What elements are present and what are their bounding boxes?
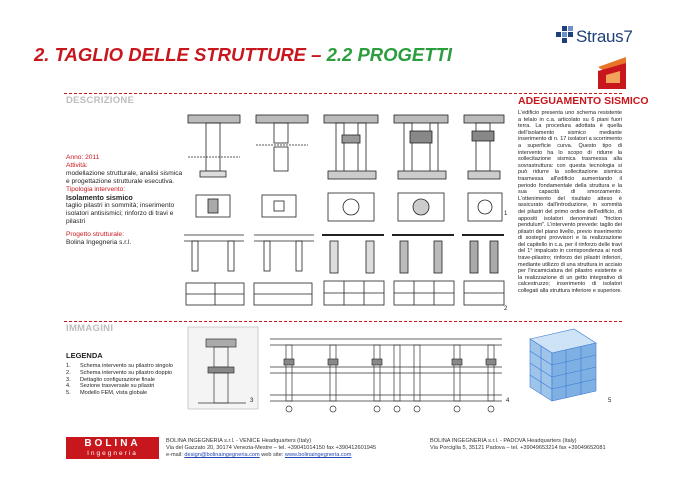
legend-item: 3. Dettaglio configurazione finale <box>66 376 155 383</box>
figure-number: 3 <box>250 398 254 404</box>
anno: Anno: 2011 <box>66 154 100 161</box>
top-divider <box>64 93 622 94</box>
brand-shape-icon <box>598 57 626 89</box>
email-link[interactable]: design@bolinaingegneria.com <box>184 452 260 459</box>
figure-5-fem-model <box>530 329 596 401</box>
bolina-logo-line1: BOLINA <box>84 438 141 449</box>
padova-street: Via Porciglia 5, 35121 Padova – tel. +39049653214 fax +39049652081 <box>430 445 606 452</box>
legend-item: 1. Schema intervento su pilastro singolo <box>66 363 173 369</box>
figure-number: 4 <box>506 398 510 404</box>
descrizione-label: DESCRIZIONE <box>66 95 135 106</box>
adeguamento-text: L'edificio presenta uno schema resistente a telaio in c.a. articolato su 6 piani fuori terra. La procedura adottata è quella dell'isolamento sismico mediante inserimento di n. 17 isolatori a scorrimento a superficie curva. Questo tipo di intervento ha lo scopo di ridurre la sollecitazione sismica trasmessa alla sovrastruttura: con questa tecnologia si può ridurre la sollecitazione sismica trasmessa all'edificio aumentando il periodo fondamentale della struttura e la sua capacità di smorzamento. L'ottenimento del risultato atteso è assicurato dall'introduzione, in sommità dei pilastri del primo ordine dell'edificio, di appositi isolatori denominati "friction pendulum". L'intervento prevede: taglio dei pilastri del piano livello, previo inserimento di sostegni provvisori e la realizzazione del capitello in c.a. per il rinforzo delle travi del 1° impalcato in corrispondenza ai nodi trave-pilastro; rinforzo dei pilastri inferiori, mediante utilizzo di una struttura in acciaio per l'incamiciatura del pilastro esistente e la realizzazione di un getto integrativo di calcestruzzo; inserimento di isolatori collegati alla struttura inferiore e superiore. <box>518 110 622 295</box>
adeguamento-title: ADEGUAMENTO SISMICO <box>518 95 649 107</box>
project-description <box>66 154 184 247</box>
tipologia-text: taglio pilastri in sommità; inserimento isolatori antisismici; rinforzo di travi e pilastri <box>66 202 175 225</box>
tipologia-title: Isolamento sismico <box>66 193 133 202</box>
bottom-figures <box>184 325 624 415</box>
attivita-text: modellazione strutturale, analisi sismica e progettazione strutturale esecutiva. <box>66 170 183 185</box>
drawing-row-3 <box>184 235 504 273</box>
title-subsection: 2.2 PROGETTI <box>326 44 453 65</box>
logo-text: Straus7 <box>576 27 633 46</box>
drawing-row-2 <box>196 193 502 221</box>
figure-number: 2 <box>504 306 508 310</box>
legend-item: 4. Sezione trasversale su pilastri <box>66 383 155 390</box>
immagini-label: IMMAGINI <box>66 323 114 334</box>
page-title <box>34 44 452 66</box>
legend-list <box>66 363 186 397</box>
figure-4-section <box>270 339 502 412</box>
progetto-text: Bolina Ingegneria s.r.l. <box>66 239 132 246</box>
bolina-logo-line2: Ingegneria <box>87 450 138 457</box>
attivita-label: Attività: <box>66 162 88 169</box>
legend-title: LEGENDA <box>66 351 103 360</box>
drawing-row-4 <box>186 281 504 305</box>
website-link[interactable]: www.bolinaingegneria.com <box>284 452 352 459</box>
technical-drawings <box>178 95 508 310</box>
venice-hq: BOLINA INGEGNERIA s.r.l. - VENICE Headquarters (Italy) <box>166 438 312 444</box>
bolina-logo <box>66 437 159 459</box>
straus7-logo-icon <box>556 24 578 46</box>
legend-item: 2. Schema intervento su pilastro doppio <box>66 369 173 376</box>
title-section: 2. TAGLIO DELLE STRUTTURE – <box>34 44 322 65</box>
progetto-label: Progetto strutturale: <box>66 231 124 238</box>
drawings-svg <box>178 95 508 310</box>
venice-contacts: e-mail: design@bolinaingegneria.com web site: www.bolinaingegneria.com <box>166 452 352 459</box>
drawing-row-1 <box>188 115 504 179</box>
figure-number: 1 <box>504 211 508 217</box>
middle-divider <box>64 321 622 322</box>
venice-street: Via del Gazzato 20, 30174 Venezia-Mestre – tel. +39041014150 fax +390412601945 <box>166 445 377 452</box>
legend-item: 5. Modello FEM, vista globale <box>66 390 148 397</box>
tipologia-label: Tipologia intervento: <box>66 186 126 193</box>
padova-address <box>430 438 606 452</box>
padova-hq: BOLINA INGEGNERIA s.r.l. - PADOVA Headquarters (Italy) <box>430 438 577 444</box>
figure-number: 5 <box>608 398 612 404</box>
venice-address <box>166 438 376 460</box>
figure-3-detail <box>188 327 258 409</box>
